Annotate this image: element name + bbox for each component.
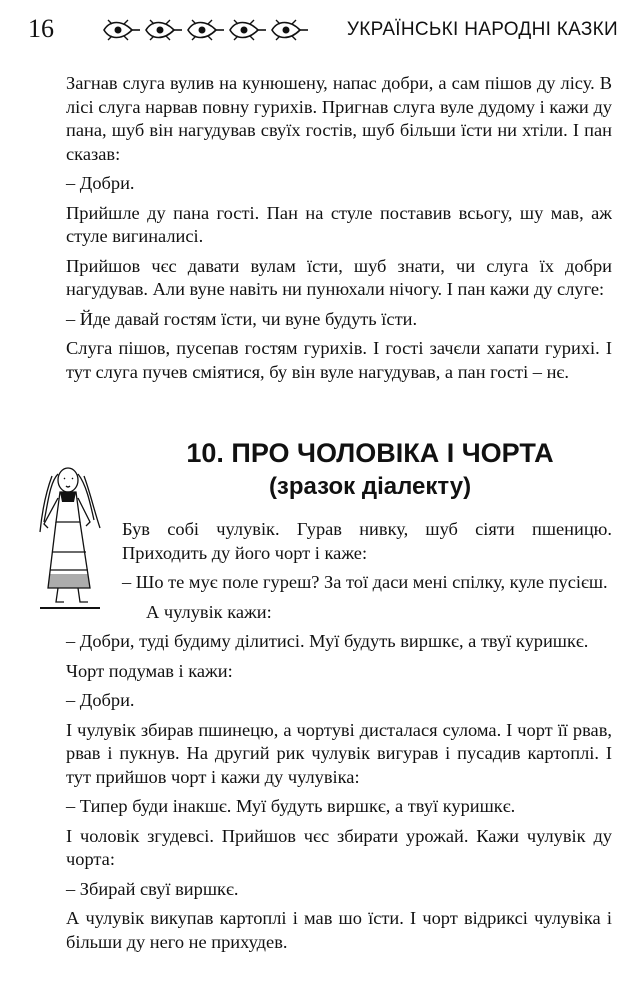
paragraph: Слуга пішов, пусепав гостям гурихів. І гості зачєли хапати гурихі. І тут слуга пучев сміятися, бу він вуле нагудував, а пан гості – нє. — [66, 338, 612, 382]
paragraph: І чоловік згудевсі. Прийшов чєс збирати урожай. Кажи чулувік ду чорта: — [66, 825, 612, 869]
page-number: 16 — [28, 14, 54, 43]
running-title: УКРАЇНСЬКІ НАРОДНІ КАЗКИ — [346, 19, 618, 40]
floral-ornament-icon — [100, 18, 312, 42]
paragraph: Прийшов чєс давати вулам їсти, шуб знати, чи слуга їх добри нагудував. Али вуне навіть ни пунюхали нічогу. І пан кажи ду слуге: — [66, 255, 612, 299]
paragraph: А чулувік викупав картоплі і мав шо їсти. І чорт відриксі чулувіка і більши ду него не прихудев. — [66, 908, 612, 952]
paragraph: Загнав слуга вулив на кунюшену, напас добри, а сам пішов ду лісу. В лісі слуга нарвав повну гурихів. Пригнав слуга вуле дудому і кажи ду пана, шуб він нагудував свуїх гостів, шуб більши їсти ни хтіли. І пан сказав: — [66, 73, 612, 164]
story-body — [66, 518, 612, 960]
paragraph: Чорт подумав і кажи: — [66, 660, 233, 681]
story-title: 10. ПРО ЧОЛОВІКА І ЧОРТА — [186, 438, 554, 468]
paragraph: – Добри. — [66, 173, 135, 193]
paragraph: – Типер буди інакшє. Муї будуть виршкє, а твуї куришкє. — [66, 796, 516, 816]
page-header — [28, 14, 618, 48]
paragraph: Прийшле ду пана гості. Пан на стуле поставив всьогу, шу мав, аж стуле вигиналисі. — [66, 202, 612, 246]
paragraph: – Йде давай гостям їсти, чи вуне будуть їсти. — [66, 308, 418, 329]
paragraph: І чулувік збирав пшинецю, а чортуві дисталася сулома. І чорт її рвав, рвав і пукнув. На другий рик чулувік вигурав і пусадив картоплі. І тут прийшов чорт і кажи ду чулувіка: — [66, 719, 612, 787]
paragraph: А чулувік кажи: — [146, 601, 272, 622]
paragraph: – Збирай свуї виршкє. — [66, 878, 239, 899]
paragraph: Був собі чулувік. Гурав нивку, шуб сіяти пшеницю. Приходить ду його чорт і каже: — [122, 519, 612, 563]
paragraph: – Добри, туді будиму ділитисі. Муї будуть виршкє, а твуї куришкє. — [66, 631, 589, 651]
paragraph: – Шо те мує поле гуреш? За тої даси мені спілку, куле пусієш. — [122, 572, 608, 592]
continued-story-text — [66, 72, 612, 390]
paragraph: – Добри. — [66, 690, 135, 710]
story-subtitle: (зразок діалекту) — [268, 473, 472, 500]
